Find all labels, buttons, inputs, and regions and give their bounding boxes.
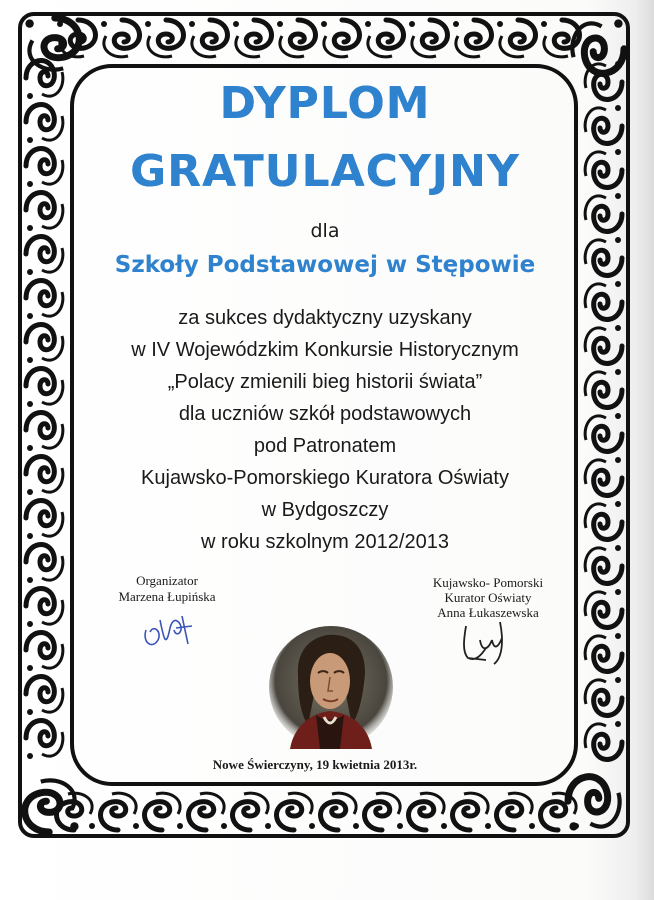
frame-scroll-ornament (585, 105, 622, 143)
body-line: „Polacy zmienili bieg historii świata” (167, 371, 483, 393)
frame-scroll-ornament (321, 20, 359, 57)
body-line: za sukces dydaktyczny uzyskany (178, 307, 472, 329)
frame-scroll-ornament (26, 721, 63, 759)
curator-line2: Kurator Oświaty (444, 590, 532, 605)
curator-block (398, 575, 578, 620)
place-and-date: Nowe Świerczyny, 19 kwietnia 2013r. (212, 757, 418, 772)
frame-scroll-ornament (26, 193, 63, 231)
frame-scroll-ornament (585, 193, 622, 231)
frame-scroll-ornament (233, 20, 271, 57)
frame-scroll-ornament (365, 793, 403, 830)
frame-scroll-ornament (277, 793, 315, 830)
frame-scroll-ornament (26, 281, 63, 319)
frame-scroll-ornament (585, 149, 622, 187)
frame-scroll-ornament (497, 793, 535, 830)
frame-scroll-ornament (26, 369, 63, 407)
frame-scroll-ornament (585, 721, 622, 759)
frame-scroll-ornament (453, 20, 491, 57)
curator-name: Anna Łukaszewska (437, 605, 539, 620)
frame-scroll-ornament (585, 369, 622, 407)
frame-scroll-ornament (585, 589, 622, 627)
frame-scroll-ornament (365, 20, 403, 57)
frame-scroll-ornament (497, 20, 535, 57)
frame-scroll-ornament (585, 501, 622, 539)
frame-scroll-ornament (26, 545, 63, 583)
curator-line1: Kujawsko- Pomorski (432, 575, 544, 590)
frame-scroll-ornament (26, 237, 63, 275)
copernicus-portrait (268, 625, 394, 749)
frame-scroll-ornament (26, 413, 63, 451)
frame-scroll-ornament (26, 589, 63, 627)
frame-scroll-ornament (26, 677, 63, 715)
frame-scroll-ornament (145, 793, 183, 830)
frame-scroll-ornament (26, 633, 63, 671)
frame-scroll-ornament (409, 793, 447, 830)
frame-scroll-ornament (26, 457, 63, 495)
frame-scroll-ornament (145, 20, 183, 57)
body-line: w IV Wojewódzkim Konkursie Historycznym (131, 339, 519, 361)
frame-scroll-ornament (585, 677, 622, 715)
frame-scroll-ornament (189, 20, 227, 57)
body-line: pod Patronatem (253, 435, 397, 457)
curator-signature-icon (458, 618, 514, 666)
body-line: Kujawsko-Pomorskiego Kuratora Oświaty (141, 467, 509, 489)
frame-scroll-ornament (26, 105, 63, 143)
frame-scroll-ornament (585, 237, 622, 275)
frame-scroll-ornament (585, 633, 622, 671)
frame-scroll-ornament (453, 793, 491, 830)
diploma-body (60, 302, 590, 558)
frame-scroll-ornament (409, 20, 447, 57)
frame-scroll-ornament (585, 413, 622, 451)
diploma-content (80, 70, 570, 790)
frame-scroll-ornament (233, 793, 271, 830)
frame-scroll-ornament (277, 20, 315, 57)
frame-scroll-ornament (189, 793, 227, 830)
organizer-block (92, 573, 242, 605)
frame-scroll-ornament (585, 281, 622, 319)
frame-scroll-ornament (26, 325, 63, 363)
organizer-signature-icon (140, 610, 196, 654)
frame-scroll-ornament (101, 20, 139, 57)
frame-scroll-ornament (26, 501, 63, 539)
body-line: dla uczniów szkół podstawowych (178, 403, 472, 425)
frame-scroll-ornament (101, 793, 139, 830)
organizer-name: Marzena Łupińska (118, 589, 216, 604)
organizer-role: Organizator (136, 573, 198, 588)
frame-scroll-ornament (585, 545, 622, 583)
frame-scroll-ornament (26, 149, 63, 187)
frame-scroll-ornament (585, 325, 622, 363)
school-name: Szkoły Podstawowej w Stępowie (114, 252, 536, 278)
frame-scroll-ornament (585, 457, 622, 495)
for-word: dla (310, 220, 340, 242)
diploma-title-line2: GRATULACYJNY (130, 146, 520, 197)
diploma-title: DYPLOM (219, 78, 431, 129)
body-line: w Bydgoszczy (261, 499, 389, 521)
frame-scroll-ornament (321, 793, 359, 830)
body-line: w roku szkolnym 2012/2013 (201, 531, 449, 553)
